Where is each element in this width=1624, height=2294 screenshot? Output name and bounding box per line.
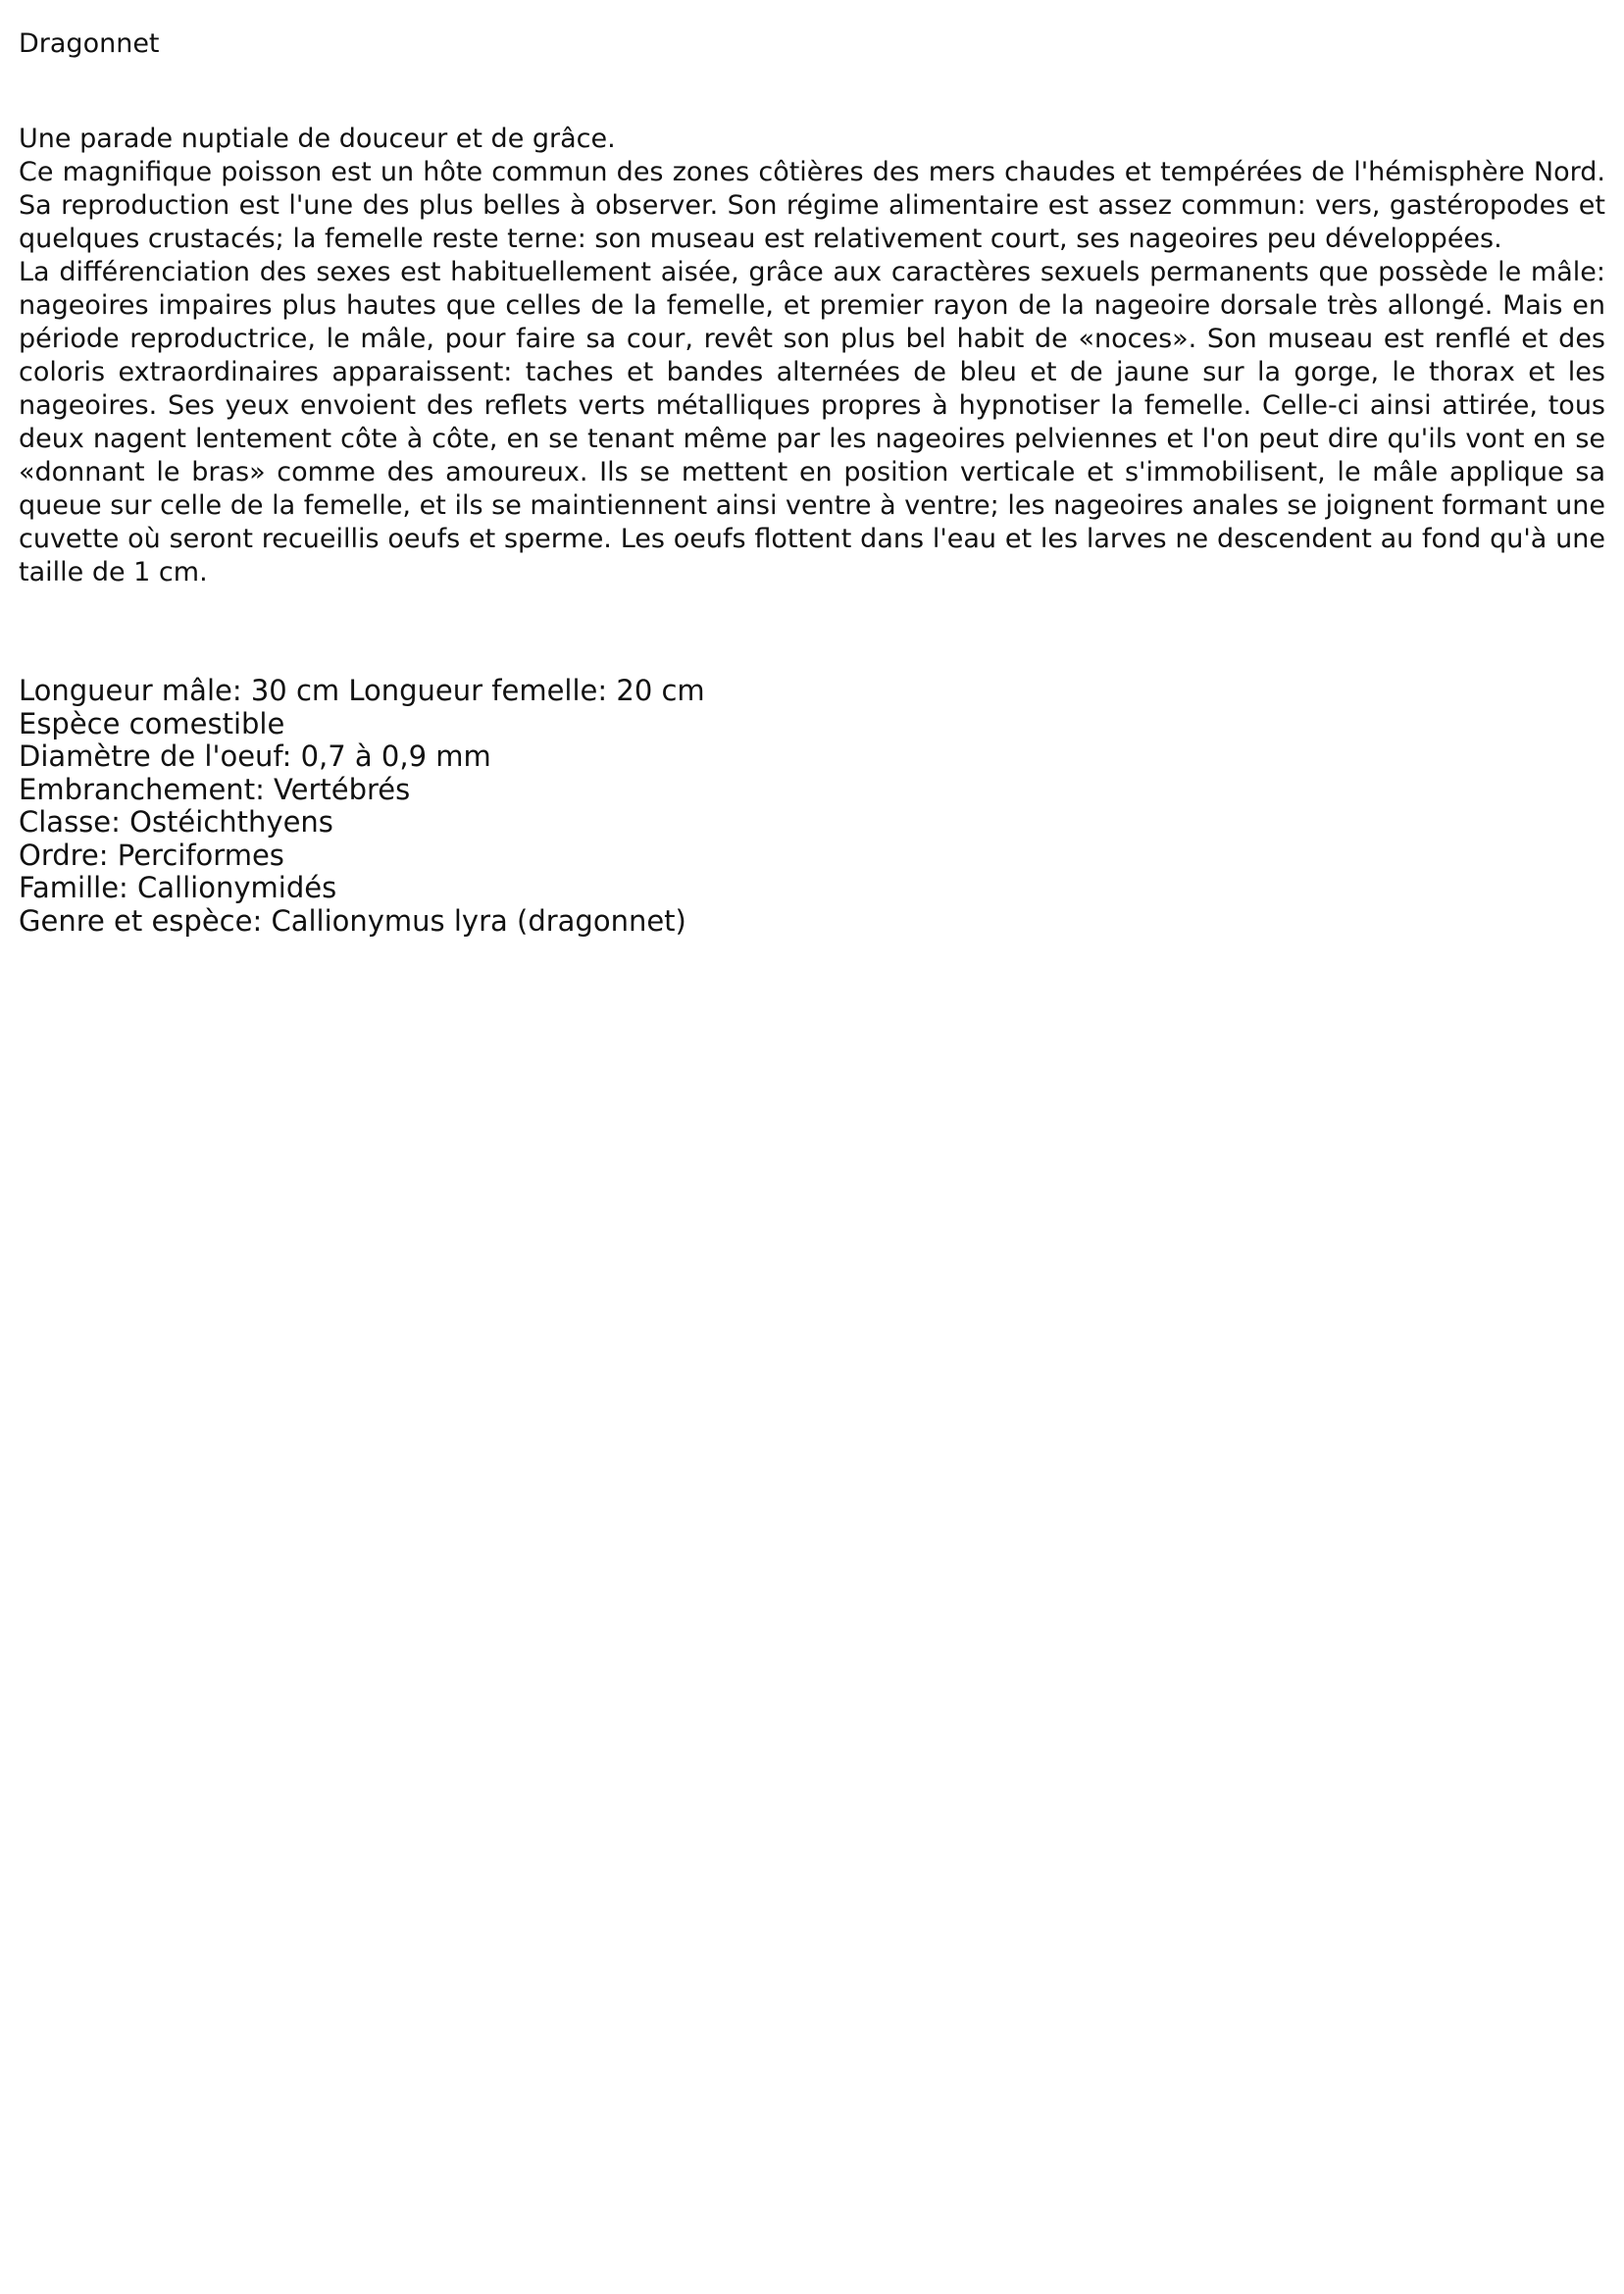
- fact-class: Classe: Ostéichthyens: [19, 805, 333, 839]
- fact-edible: Espèce comestible: [19, 706, 285, 740]
- species-facts-list: [19, 675, 705, 938]
- fact-phylum: Embranchement: Vertébrés: [19, 772, 411, 806]
- fact-species: Genre et espèce: Callionymus lyra (dragonnet): [19, 903, 686, 938]
- fact-egg-diameter: Diamètre de l'oeuf: 0,7 à 0,9 mm: [19, 739, 491, 773]
- fact-order: Ordre: Perciformes: [19, 838, 284, 872]
- fact-family: Famille: Callionymidés: [19, 871, 337, 904]
- paragraph: Ce magnifique poisson est un hôte commun des zones côtières des mers chaudes et tempérées de l'hémisphère Nord. Sa reproduction est l'une des plus belles à observer. Son régime alimentaire est assez commun: vers, gastéropodes et quelques crustacés; la femelle reste terne: son museau est relativement court, ses nageoires peu développées.: [19, 157, 1605, 254]
- intro-line: Une parade nuptiale de douceur et de grâce.: [19, 124, 616, 154]
- document-title: Dragonnet: [19, 28, 160, 59]
- fact-length: Longueur mâle: 30 cm Longueur femelle: 20 cm: [19, 674, 705, 707]
- document-body: [19, 123, 1605, 589]
- paragraph: La différenciation des sexes est habituellement aisée, grâce aux caractères sexuels permanents que possède le mâle: nageoires impaires plus hautes que celles de la femelle, et premier rayon de la nageoire dorsale très allongé. Mais en période reproductrice, le mâle, pour faire sa cour, revêt son plus bel habit de «noces». Son museau est renflé et des coloris extraordinaires apparaissent: taches et bandes alternées de bleu et de jaune sur la gorge, le thorax et les nageoires. Ses yeux envoient des reflets verts métalliques propres à hypnotiser la femelle. Celle-ci ainsi attirée, tous deux nagent lentement côte à côte, en se tenant même par les nageoires pelviennes et l'on peut dire qu'ils vont en se «donnant le bras» comme des amoureux. Ils se mettent en position verticale et s'immobilisent, le mâle applique sa queue sur celle de la femelle, et ils se maintiennent ainsi ventre à ventre; les nageoires anales se joignent formant une cuvette où seront recueillis oeufs et sperme. Les oeufs flottent dans l'eau et les larves ne descendent au fond qu'à une taille de 1 cm.: [19, 257, 1605, 587]
